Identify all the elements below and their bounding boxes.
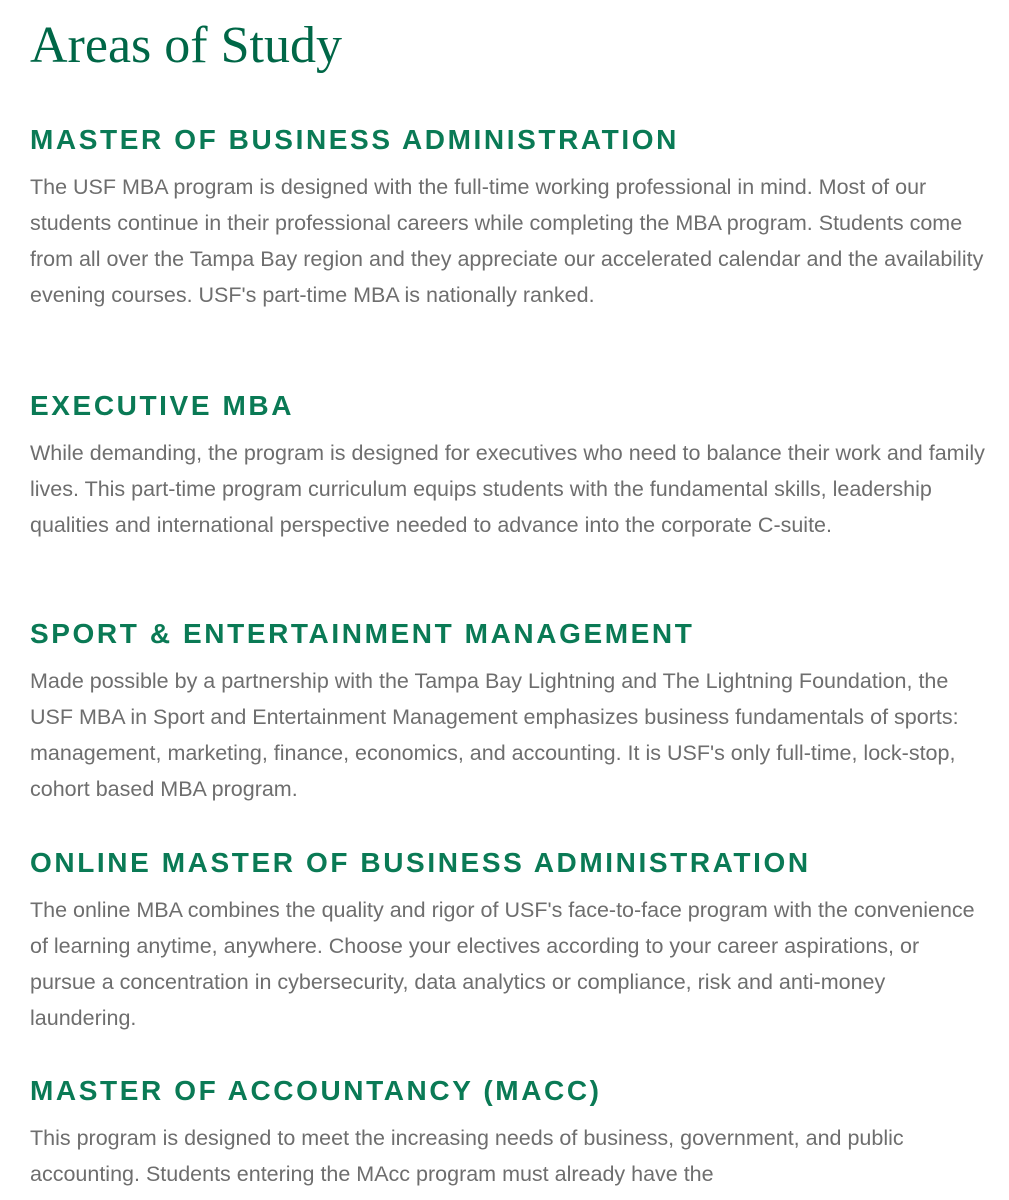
section-body-executive-mba: While demanding, the program is designed for executives who need to balance their work and family lives. This part-time program curriculum equips students with the fundamental skills, leadership qualities and international perspective needed to advance into the corporate C-suite. (30, 441, 985, 537)
section-heading-mba: MASTER OF BUSINESS ADMINISTRATION (30, 124, 679, 155)
section-executive-mba (30, 388, 985, 543)
section-heading-online-mba: ONLINE MASTER OF BUSINESS ADMINISTRATION (30, 847, 811, 878)
section-macc (30, 1073, 985, 1192)
section-mba (30, 122, 985, 313)
section-heading-macc: MASTER OF ACCOUNTANCY (MACC) (30, 1075, 602, 1106)
section-heading-sport-entertainment: SPORT & ENTERTAINMENT MANAGEMENT (30, 618, 695, 649)
section-body-sport-entertainment: Made possible by a partnership with the Tampa Bay Lightning and The Lightning Foundation, the USF MBA in Sport and Entertainment Management emphasizes business fundamentals of sports: management, marketing, finance, economics, and accounting. It is USF's only full-time, lock-stop, cohort based MBA program. (30, 669, 959, 801)
section-body-online-mba: The online MBA combines the quality and rigor of USF's face-to-face program with the convenience of learning anytime, anywhere. Choose your electives according to your career aspirations, or pursue a concentration in cybersecurity, data analytics or compliance, risk and anti-money laundering. (30, 898, 975, 1030)
section-sport-entertainment (30, 616, 985, 807)
section-heading-executive-mba: EXECUTIVE MBA (30, 390, 295, 421)
page-title: Areas of Study (30, 17, 342, 74)
section-body-macc: This program is designed to meet the increasing needs of business, government, and public accounting. Students entering the MAcc program must already have the (30, 1126, 904, 1186)
section-online-mba (30, 845, 985, 1036)
section-body-mba: The USF MBA program is designed with the full-time working professional in mind. Most of our students continue in their professional careers while completing the MBA program. Students come from all over the Tampa Bay region and they appreciate our accelerated calendar and the availability evening courses. USF's part-time MBA is nationally ranked. (30, 175, 984, 307)
